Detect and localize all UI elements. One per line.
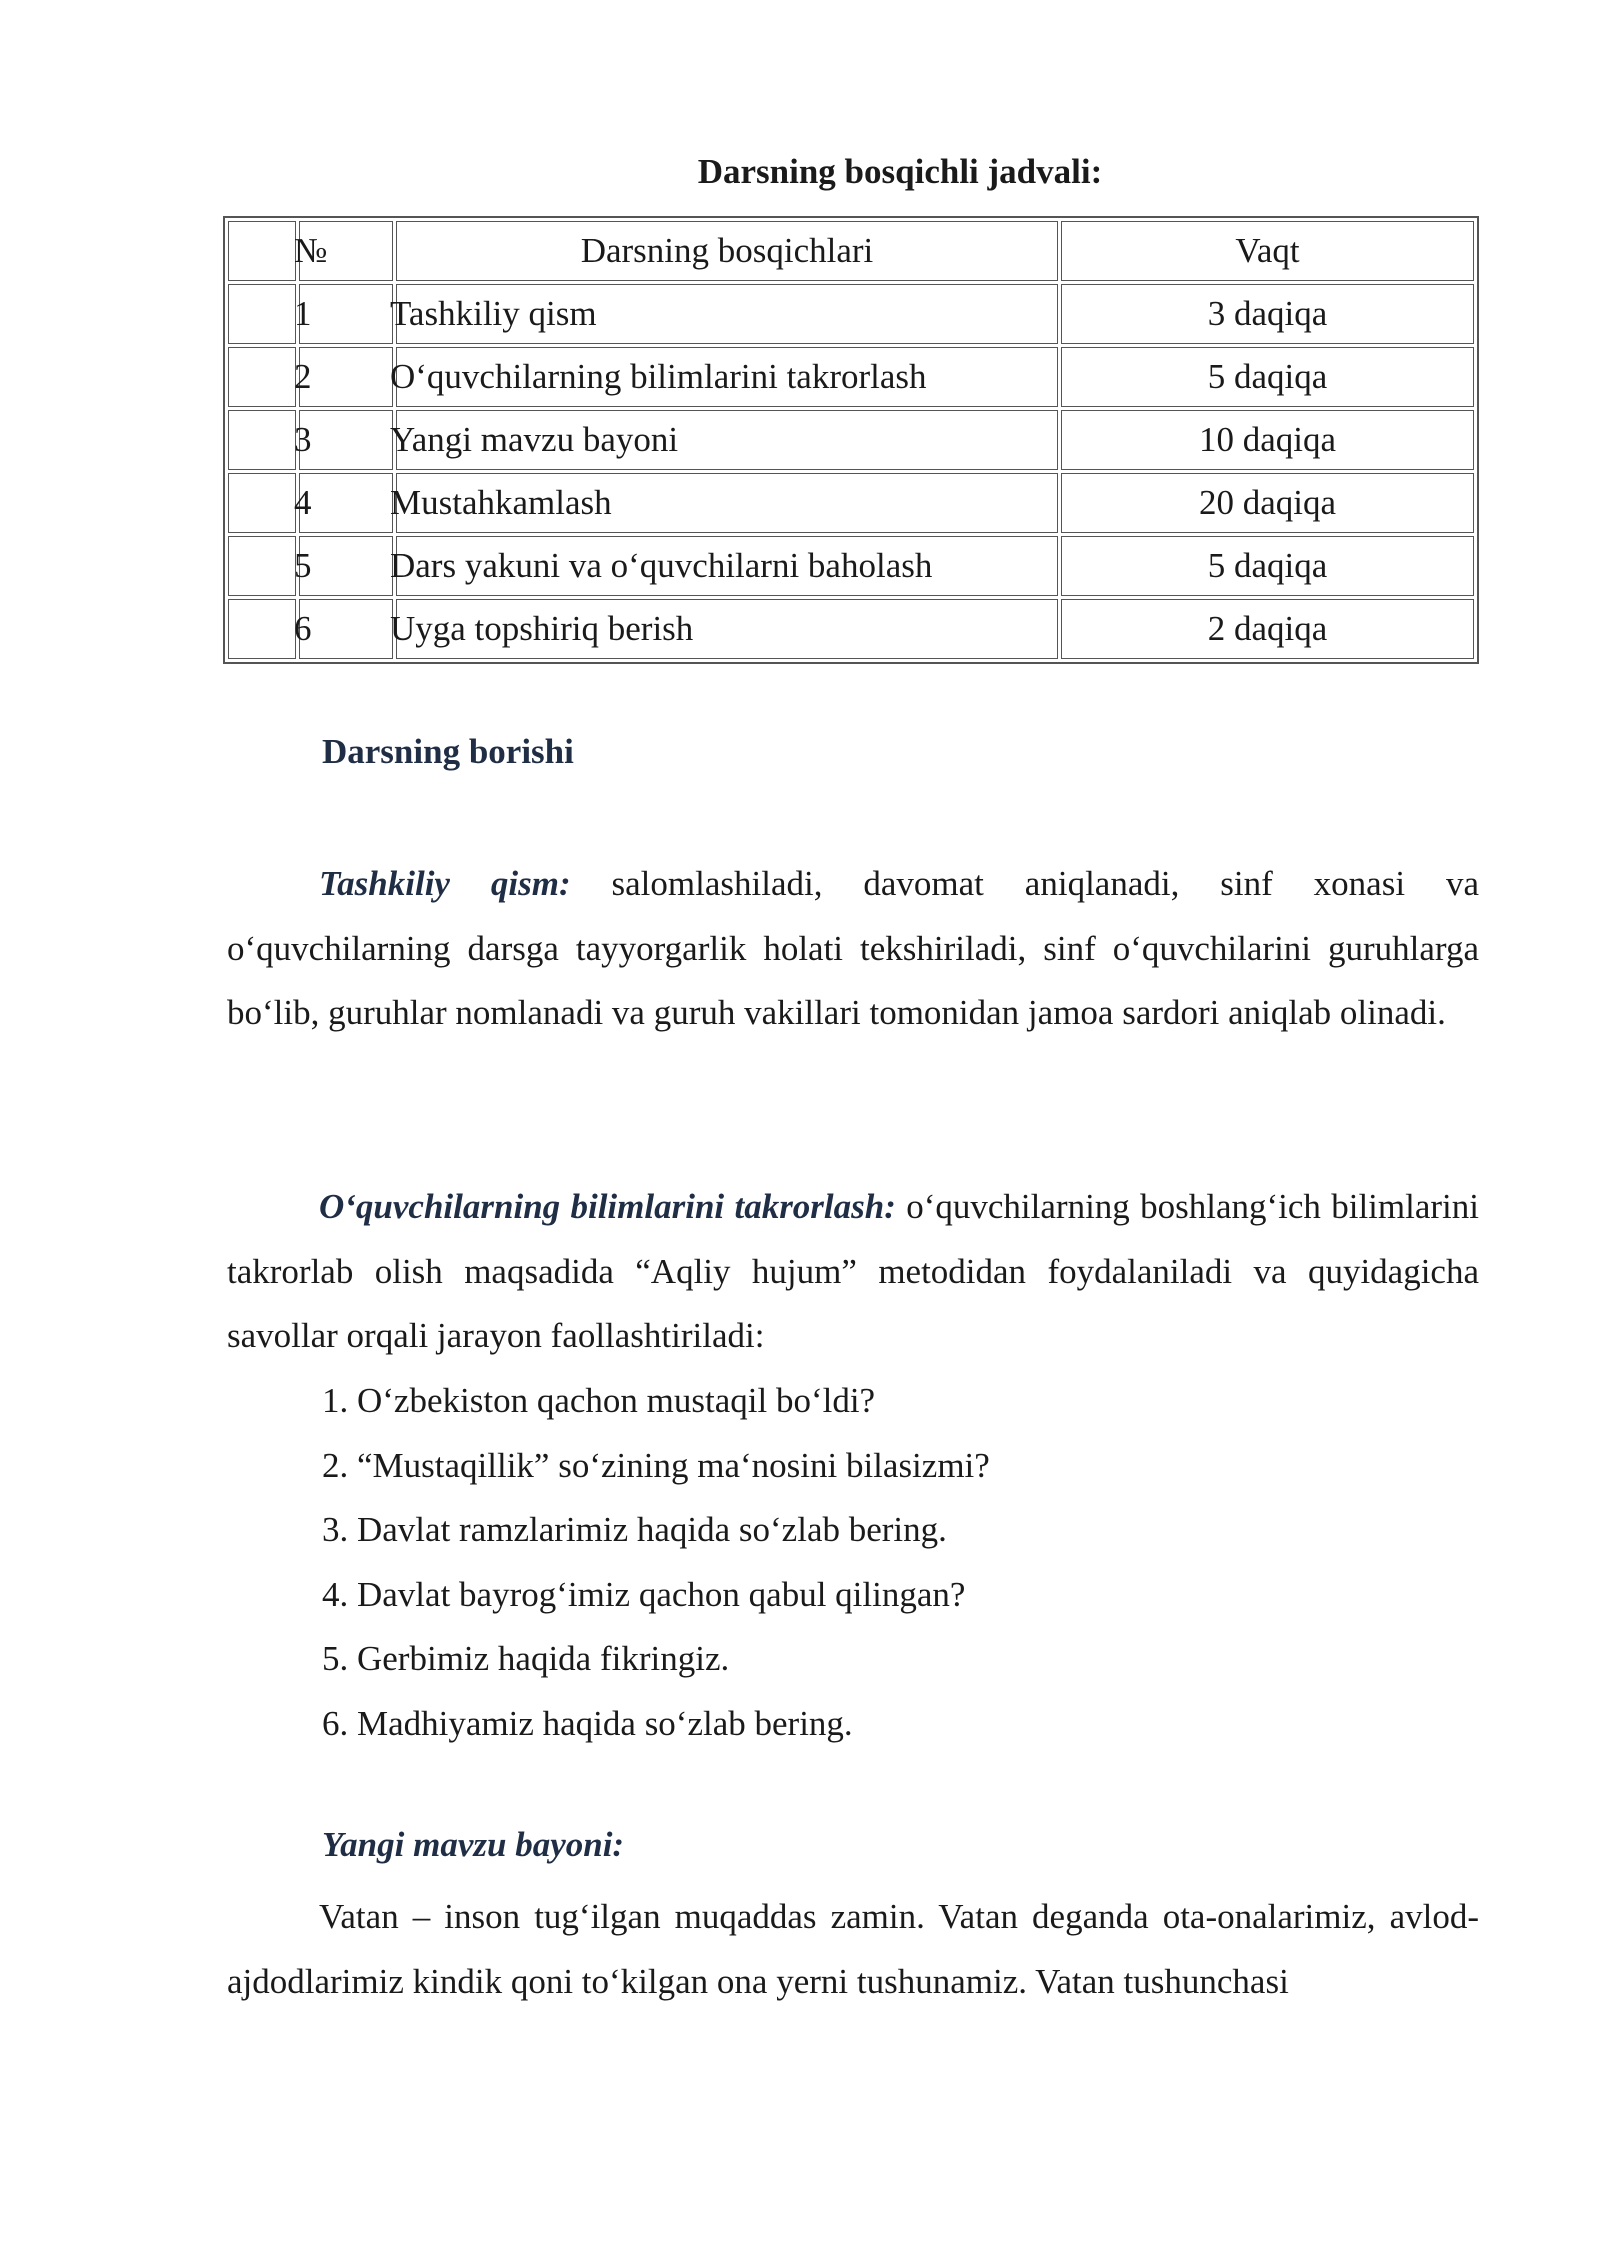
- row-stage: Tashkiliy qism: [396, 284, 1058, 344]
- paragraph-text: Vatan – inson tug‘ilgan muqaddas zamin. Vatan deganda ota-onalarimiz, avlod-ajdodlarimiz kindik qoni to‘kilgan ona yerni tushunamiz. Vatan tushunchasi: [227, 1897, 1479, 2001]
- row-number: 3: [299, 410, 393, 470]
- table-row: [228, 473, 1474, 533]
- row-number: 6: [299, 599, 393, 659]
- header-number: №: [299, 221, 393, 281]
- row-stage: Yangi mavzu bayoni: [396, 410, 1058, 470]
- paragraph-text: o‘quvchilarning boshlang‘ich bilimlarini takrorlab olish maqsadida “Aqliy hujum” metodidan foydalaniladi va quyidagicha savollar orqali jarayon faollashtiriladi:: [227, 1187, 1479, 1355]
- row-number: 1: [299, 284, 393, 344]
- row-stage: O‘quvchilarning bilimlarini takrorlash: [396, 347, 1058, 407]
- list-item: 1. O‘zbekiston qachon mustaqil bo‘ldi?: [322, 1381, 876, 1420]
- paragraph-lead: O‘quvchilarning bilimlarini takrorlash:: [319, 1187, 896, 1226]
- row-time: 5 daqiqa: [1061, 347, 1474, 407]
- row-number: 2: [299, 347, 393, 407]
- lesson-stages-table: [223, 216, 1479, 664]
- table-row: [228, 536, 1474, 596]
- row-number: 5: [299, 536, 393, 596]
- table-row: [228, 410, 1474, 470]
- row-time: 10 daqiqa: [1061, 410, 1474, 470]
- list-item: 3. Davlat ramzlarimiz haqida so‘zlab bering.: [322, 1510, 947, 1549]
- row-stage: Mustahkamlash: [396, 473, 1058, 533]
- paragraph-text: salomlashiladi, davomat aniqlanadi, sinf xonasi va o‘quvchilarning darsga tayyorgarlik holati tekshiriladi, sinf o‘quvchilarini guruhlarga bo‘lib, guruhlar nomlanadi va guruh vakillari tomonidan jamoa sardori aniqlab olinadi.: [227, 864, 1479, 1032]
- list-item: 2. “Mustaqillik” so‘zining ma‘nosini bilasizmi?: [322, 1445, 990, 1485]
- row-time: 2 daqiqa: [1061, 599, 1474, 659]
- list-item: 6. Madhiyamiz haqida so‘zlab bering.: [322, 1703, 853, 1743]
- section-heading-new-topic: Yangi mavzu bayoni:: [322, 1825, 625, 1864]
- table-title: Darsning bosqichli jadvali:: [697, 152, 1103, 191]
- table-row: [228, 284, 1474, 344]
- table-row: [228, 347, 1474, 407]
- row-time: 3 daqiqa: [1061, 284, 1474, 344]
- row-number: 4: [299, 473, 393, 533]
- section-heading: Darsning borishi: [322, 732, 574, 771]
- row-time: 5 daqiqa: [1061, 536, 1474, 596]
- table-row: [228, 599, 1474, 659]
- header-stages: Darsning bosqichlari: [396, 221, 1058, 281]
- paragraph-lead: Tashkiliy qism:: [319, 864, 571, 903]
- header-time: Vaqt: [1061, 221, 1474, 281]
- paragraph-review: [227, 1175, 1479, 1369]
- row-stage: Uyga topshiriq berish: [396, 599, 1058, 659]
- list-item: 5. Gerbimiz haqida fikringiz.: [322, 1639, 730, 1678]
- row-time: 20 daqiqa: [1061, 473, 1474, 533]
- paragraph-new-topic: [227, 1885, 1479, 2014]
- table-cell-empty: [228, 221, 296, 281]
- row-stage: Dars yakuni va o‘quvchilarni baholash: [396, 536, 1058, 596]
- question-list: [322, 1369, 990, 1756]
- list-item: 4. Davlat bayrog‘imiz qachon qabul qilingan?: [322, 1574, 966, 1614]
- paragraph-organizational: [227, 852, 1479, 1046]
- table-header-row: [228, 221, 1474, 281]
